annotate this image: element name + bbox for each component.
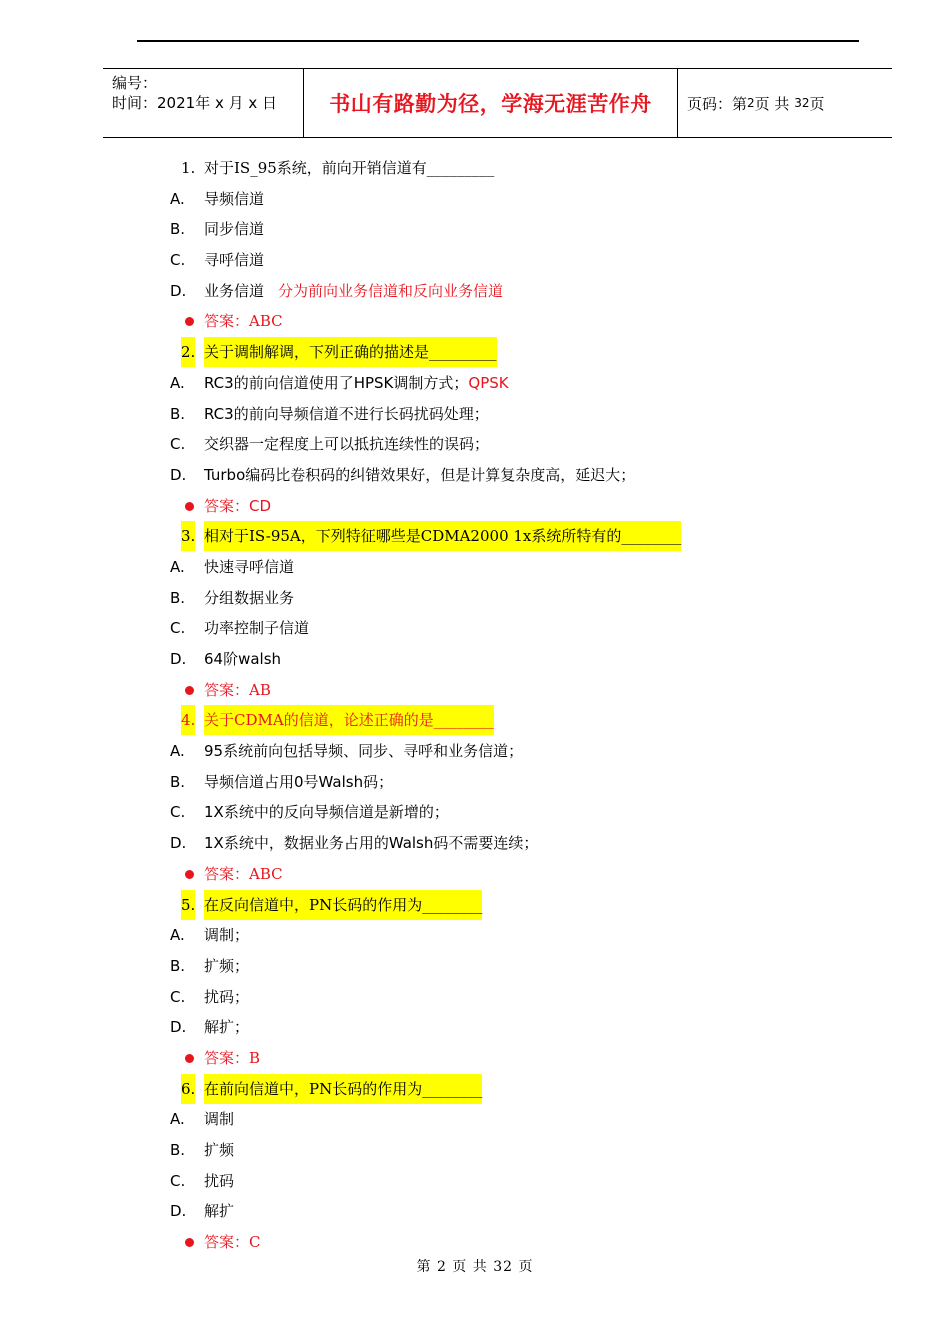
option bbox=[0, 184, 950, 215]
option-label: D. bbox=[170, 650, 187, 668]
option-label: D. bbox=[170, 1202, 187, 1221]
option-label: A. bbox=[170, 926, 185, 945]
option-text: 导频信道占用0号Walsh码； bbox=[204, 772, 394, 791]
option bbox=[0, 982, 950, 1013]
option-label: B. bbox=[170, 772, 186, 791]
page-mid: 页 共 bbox=[754, 94, 790, 113]
question-number: 2. bbox=[181, 337, 195, 367]
question-number: 5. bbox=[181, 890, 195, 920]
option-text: 扰码； bbox=[204, 987, 250, 1006]
question-text: 对于IS_95系统，前向开销信道有_________ bbox=[204, 159, 495, 177]
option-label: A. bbox=[170, 373, 185, 392]
option-text: 解扩； bbox=[204, 1018, 250, 1037]
option bbox=[0, 1012, 950, 1043]
answer-bullet-icon bbox=[185, 1054, 194, 1063]
header-meta bbox=[103, 69, 304, 137]
answer-line bbox=[0, 491, 950, 522]
option bbox=[0, 797, 950, 828]
answer-line bbox=[0, 859, 950, 890]
option-label: A. bbox=[170, 189, 185, 208]
option-text: 业务信道 bbox=[204, 281, 265, 300]
option-label: A. bbox=[170, 1110, 185, 1129]
option-text-with-note bbox=[204, 368, 509, 398]
option-text: 95系统前向包括导频、同步、寻呼和业务信道； bbox=[204, 742, 524, 761]
question-4 bbox=[0, 705, 950, 736]
time-rest: 年 x 月 x 日 bbox=[195, 94, 278, 112]
answer-text: 答案：CD bbox=[204, 496, 272, 515]
option-text: 调制； bbox=[204, 926, 250, 945]
option-text: Turbo编码比卷积码的纠错效果好，但是计算复杂度高，延迟大； bbox=[204, 465, 636, 484]
option bbox=[0, 1196, 950, 1227]
option-text: 分组数据业务 bbox=[204, 588, 295, 607]
option-label: B. bbox=[170, 1141, 186, 1159]
option bbox=[0, 1166, 950, 1197]
question-number: 6. bbox=[181, 1074, 195, 1104]
answer-text: 答案：ABC bbox=[204, 312, 283, 331]
option-label: C. bbox=[170, 803, 186, 822]
answer-text: 答案：C bbox=[204, 1233, 261, 1252]
option-text: 交织器一定程度上可以抵抗连续性的误码； bbox=[204, 435, 490, 454]
number-label: 编号： bbox=[112, 74, 158, 92]
question-5 bbox=[0, 890, 950, 921]
option-label: D. bbox=[170, 834, 187, 853]
time-year: 2021 bbox=[157, 94, 196, 112]
time-line bbox=[112, 93, 303, 113]
option bbox=[0, 368, 950, 399]
option-text: 调制 bbox=[204, 1110, 235, 1129]
option bbox=[0, 460, 950, 491]
option-text: 64阶walsh bbox=[204, 650, 282, 668]
option-text: 1X系统中，数据业务占用的Walsh码不需要连续； bbox=[204, 834, 539, 853]
question-text: 相对于IS-95A，下列特征哪些是CDMA2000 1x系统所特有的________ bbox=[204, 521, 681, 551]
option bbox=[0, 429, 950, 460]
option bbox=[0, 613, 950, 644]
answer-bullet-icon bbox=[185, 870, 194, 879]
option-text: 扰码 bbox=[204, 1171, 235, 1190]
question-2 bbox=[0, 337, 950, 368]
option bbox=[0, 399, 950, 430]
question-6 bbox=[0, 1074, 950, 1105]
option-label: D. bbox=[170, 1018, 187, 1037]
answer-bullet-icon bbox=[185, 317, 194, 326]
option bbox=[0, 736, 950, 767]
option-label: A. bbox=[170, 557, 185, 576]
option bbox=[0, 214, 950, 245]
answer-text: 答案：ABC bbox=[204, 864, 283, 883]
option-label: B. bbox=[170, 404, 186, 423]
option-note: 分为前向业务信道和反向业务信道 bbox=[278, 281, 504, 300]
answer-line bbox=[0, 1227, 950, 1258]
option bbox=[0, 920, 950, 951]
option-label: B. bbox=[170, 220, 186, 239]
option-text: 1X系统中的反向导频信道是新增的； bbox=[204, 803, 449, 822]
question-3 bbox=[0, 521, 950, 552]
option bbox=[0, 767, 950, 798]
option-text-with-note bbox=[204, 276, 503, 306]
option bbox=[0, 644, 950, 675]
question-text: 在反向信道中，PN长码的作用为________ bbox=[204, 890, 482, 920]
option-label: D. bbox=[170, 281, 187, 300]
answer-bullet-icon bbox=[185, 1238, 194, 1247]
question-number: 1. bbox=[181, 159, 196, 177]
option-label: D. bbox=[170, 465, 187, 484]
answer-bullet-icon bbox=[185, 502, 194, 511]
option bbox=[0, 552, 950, 583]
page-label: 页码：第 bbox=[687, 94, 748, 113]
answer-line bbox=[0, 306, 950, 337]
question-text: 关于调制解调，下列正确的描述是_________ bbox=[204, 337, 497, 367]
option-text: 同步信道 bbox=[204, 220, 265, 239]
option bbox=[0, 276, 950, 307]
option-text: 功率控制子信道 bbox=[204, 619, 310, 638]
page-header bbox=[103, 68, 892, 138]
option-text: 快速寻呼信道 bbox=[204, 557, 295, 576]
option-text: RC3的前向导频信道不进行长码扰码处理； bbox=[204, 404, 489, 423]
option bbox=[0, 583, 950, 614]
option-text: 解扩 bbox=[204, 1202, 235, 1221]
question-text: 关于CDMA的信道，论述正确的是________ bbox=[204, 705, 494, 735]
question-1 bbox=[0, 153, 950, 184]
option-label: B. bbox=[170, 588, 186, 607]
answer-bullet-icon bbox=[185, 686, 194, 695]
option-text: 扩频； bbox=[204, 956, 250, 975]
answer-line bbox=[0, 675, 950, 706]
option-label: C. bbox=[170, 1171, 186, 1190]
answer-text: 答案：B bbox=[204, 1048, 261, 1067]
question-number: 4. bbox=[181, 705, 195, 735]
option-label: B. bbox=[170, 956, 186, 975]
option bbox=[0, 828, 950, 859]
option bbox=[0, 1135, 950, 1166]
question-text: 在前向信道中，PN长码的作用为________ bbox=[204, 1074, 482, 1104]
page-number: 2 bbox=[747, 96, 755, 110]
option-label: C. bbox=[170, 251, 186, 270]
header-motto: 书山有路勤为径，学海无涯苦作舟 bbox=[304, 69, 678, 137]
option bbox=[0, 245, 950, 276]
page-end: 页 bbox=[809, 94, 825, 113]
option-text: 寻呼信道 bbox=[204, 251, 265, 270]
option bbox=[0, 951, 950, 982]
option-text: 扩频 bbox=[204, 1141, 235, 1159]
question-number: 3. bbox=[181, 521, 195, 551]
time-label: 时间： bbox=[112, 94, 158, 112]
option-text: 导频信道 bbox=[204, 189, 265, 208]
option-label: C. bbox=[170, 987, 186, 1006]
question-list bbox=[0, 153, 950, 1258]
option-label: A. bbox=[170, 742, 185, 761]
top-rule bbox=[137, 40, 859, 42]
option-note: QPSK bbox=[468, 373, 509, 392]
option bbox=[0, 1104, 950, 1135]
header-page-info bbox=[678, 69, 892, 137]
option-text: RC3的前向信道使用了HPSK调制方式； bbox=[204, 373, 469, 392]
option-label: C. bbox=[170, 619, 186, 638]
answer-line bbox=[0, 1043, 950, 1074]
page-footer: 第 2 页 共 32 页 bbox=[416, 1259, 534, 1275]
option-label: C. bbox=[170, 435, 186, 454]
page-total: 32 bbox=[794, 96, 810, 110]
answer-text: 答案：AB bbox=[204, 680, 271, 699]
